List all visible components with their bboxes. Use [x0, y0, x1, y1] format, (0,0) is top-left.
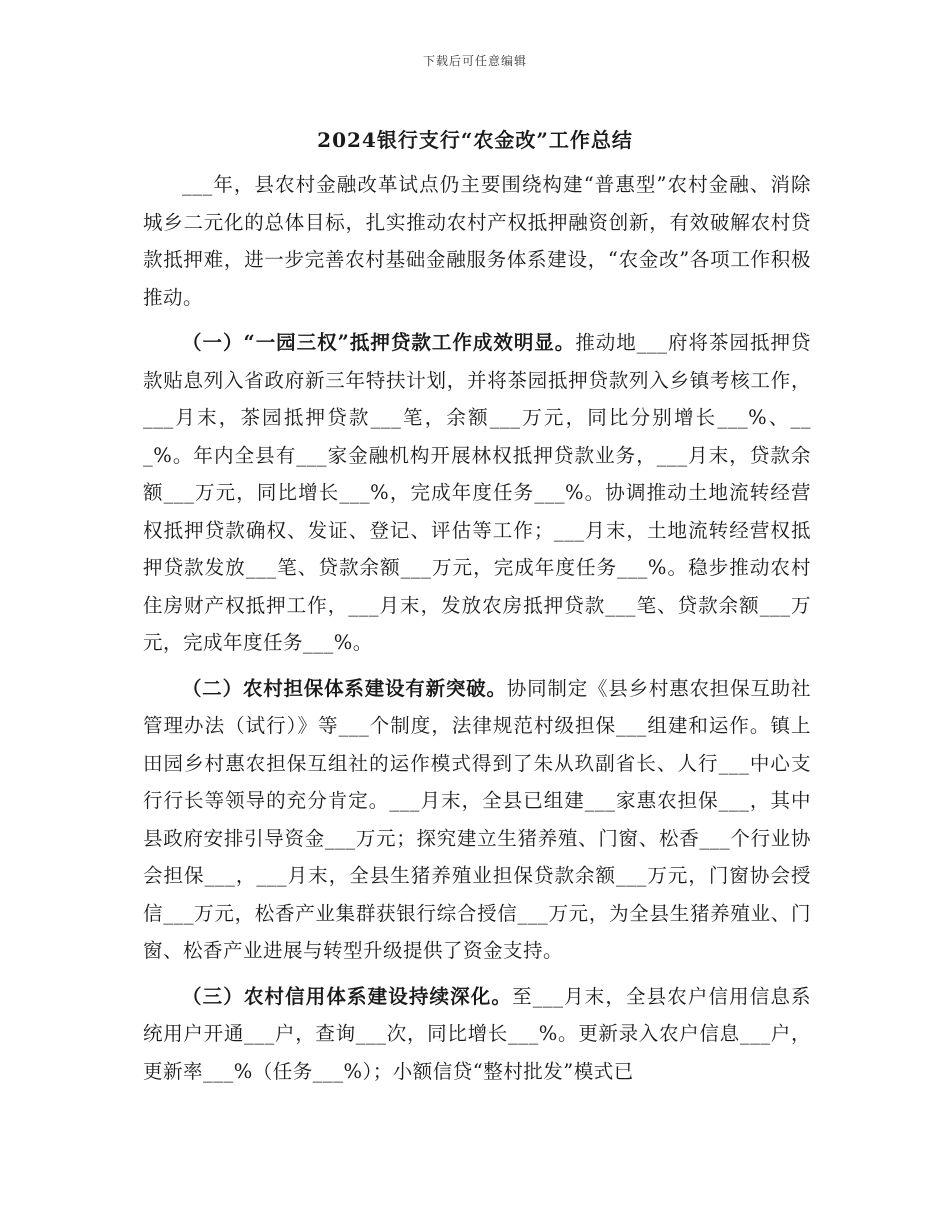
section-1-heading: （一）“一园三权”抵押贷款工作成效明显。: [182, 331, 576, 354]
section-3-paragraph: [143, 978, 811, 1091]
paragraph-text: ___年，县农村金融改革试点仍主要围绕构建“普惠型”农村金融、消除城乡二元化的总体目标，扎实推动农村产权抵押融资创新，有效破解农村贷款抵押难，进一步完善农村基础金融服务体系建设，“农金改”各项工作积极推动。: [143, 173, 811, 309]
document-title: 2024银行支行“农金改”工作总结: [317, 128, 633, 152]
page-header-note: 下载后可任意编辑: [422, 54, 527, 68]
section-2-text: 协同制定《县乡村惠农担保互助社管理办法（试行）》等___个制度，法律规范村级担保___组建和运作。镇上田园乡村惠农担保互组社的运作模式得到了朱从玖副省长、人行___中心支行行长等领导的充分肯定。___月末，全县已组建___家惠农担保___，其中县政府安排引导资金___万元；探究建立生猪养殖、门窗、松香___个行业协会担保___，___月末，全县生猪养殖业担保贷款余额___万元，门窗协会授信___万元，松香产业集群获银行综合授信___万元，为全县生猪养殖业、门窗、松香产业进展与转型升级提供了资金支持。: [143, 676, 811, 962]
section-1-text: 推动地___府将茶园抵押贷款贴息列入省政府新三年特扶计划，并将茶园抵押贷款列入乡镇考核工作，___月末，茶园抵押贷款___笔，余额___万元，同比分别增长___%、___%。年内全县有___家金融机构开展林权抵押贷款业务，___月末，贷款余额___万元，同比增长___%，完成年度任务___%。协调推动土地流转经营权抵押贷款确权、发证、登记、评估等工作；___月末，土地流转经营权抵押贷款发放___笔、贷款余额___万元，完成年度任务___%。稳步推动农村住房财产权抵押工作，___月末，发放农房抵押贷款___笔、贷款余额___万元，完成年度任务___%。: [143, 331, 811, 654]
document-body: [143, 166, 811, 1098]
section-3-text: 至___月末，全县农户信用信息系统用户开通___户，查询___次，同比增长___%。更新录入农户信息___户，更新率___%（任务___%）；小额信贷“整村批发”模式已: [143, 984, 811, 1083]
section-2-paragraph: [143, 670, 811, 970]
intro-paragraph: [143, 166, 811, 316]
section-1-paragraph: [143, 324, 811, 662]
section-2-heading: （二）农村担保体系建设有新突破。: [182, 676, 507, 700]
section-3-heading: （三）农村信用体系建设持续深化。: [182, 984, 513, 1008]
